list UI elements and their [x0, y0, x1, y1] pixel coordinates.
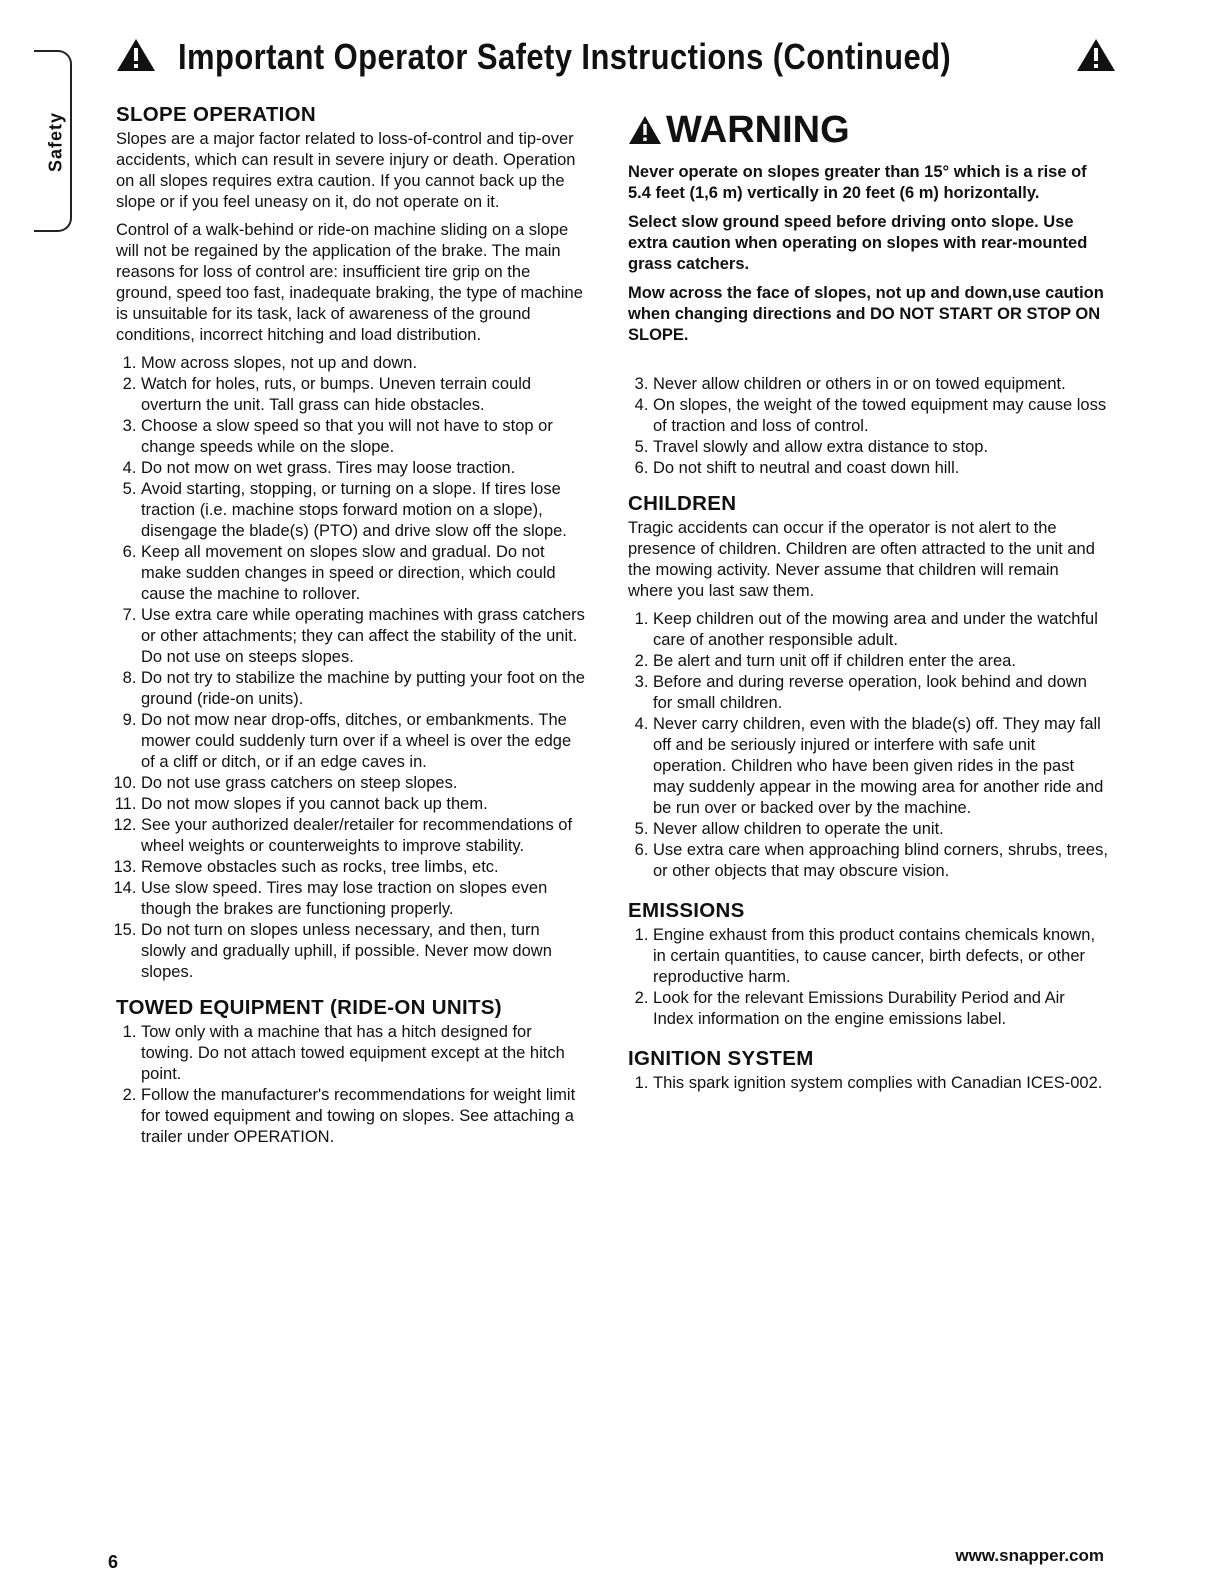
- list-item: 3. Never allow children or others in or on towed equipment.: [653, 374, 1108, 395]
- emissions-list: [628, 925, 1108, 1030]
- list-item: 3. Before and during reverse operation, look behind and down for small children.: [653, 672, 1108, 714]
- towed-equipment-heading: TOWED EQUIPMENT (RIDE-ON UNITS): [116, 996, 502, 1019]
- slope-paragraph-1: Slopes are a major factor related to loss-of-control and tip-over accidents, which can result in severe injury or death. Operation on all slopes requires extra caution. If you cannot back up the slope or if you feel uneasy on it, do not operate on it.: [116, 130, 576, 211]
- list-item: 1. Mow across slopes, not up and down.: [141, 353, 586, 374]
- list-item: 6. Do not shift to neutral and coast down hill.: [653, 458, 1108, 479]
- list-item: 4. Do not mow on wet grass. Tires may loose traction.: [141, 458, 586, 479]
- list-item: 11. Do not mow slopes if you cannot back up them.: [141, 794, 586, 815]
- section-tab-label: Safety: [45, 111, 66, 173]
- right-column: [628, 110, 1108, 1104]
- ignition-list: [628, 1073, 1108, 1094]
- list-item: 15. Do not turn on slopes unless necessary, and then, turn slowly and gradually uphill, if possible. Never mow down slopes.: [141, 920, 586, 983]
- warning-title: [628, 110, 1108, 150]
- warning-triangle-icon: [116, 38, 156, 72]
- website-link[interactable]: www.snapper.com: [955, 1546, 1104, 1565]
- warning-title-text: WARNING: [666, 109, 850, 151]
- warning-triangle-icon: [628, 115, 662, 145]
- list-item: 1. This spark ignition system complies with Canadian ICES-002.: [653, 1073, 1108, 1094]
- children-paragraph: Tragic accidents can occur if the operator is not alert to the presence of children. Children are often attracted to the unit and the mowing activity. Never assume that children will remain where you last saw them.: [628, 519, 1095, 600]
- list-item: 9. Do not mow near drop-offs, ditches, or embankments. The mower could suddenly turn over if a wheel is over the edge of a cliff or ditch, or if an edge caves in.: [141, 710, 586, 773]
- ignition-system-heading: IGNITION SYSTEM: [628, 1047, 814, 1070]
- list-item: 14. Use slow speed. Tires may lose traction on slopes even though the brakes are functioning properly.: [141, 878, 586, 920]
- warning-triangle-icon: [1076, 38, 1116, 72]
- list-item: 4. Never carry children, even with the blade(s) off. They may fall off and be seriously injured or interfere with safe unit operation. Children who have been given rides in the past may suddenly appear in the mowing area for another ride and be run over or backed over by the machine.: [653, 714, 1108, 819]
- list-item: 4. On slopes, the weight of the towed equipment may cause loss of traction and loss of control.: [653, 395, 1108, 437]
- page-header: [116, 30, 1116, 90]
- towed-list-continued: [628, 374, 1108, 479]
- list-item: 5. Travel slowly and allow extra distance to stop.: [653, 437, 1108, 458]
- warning-paragraph-3: Mow across the face of slopes, not up and down,use caution when changing directions and DO NOT START OR STOP ON SLOPE.: [628, 284, 1104, 344]
- list-item: 2. Be alert and turn unit off if children enter the area.: [653, 651, 1108, 672]
- children-list: [628, 609, 1108, 882]
- list-item: 8. Do not try to stabilize the machine by putting your foot on the ground (ride-on units).: [141, 668, 586, 710]
- list-item: 2. Follow the manufacturer's recommendations for weight limit for towed equipment and towing on slopes. See attaching a trailer under OPERATION.: [141, 1085, 586, 1148]
- list-item: 10. Do not use grass catchers on steep slopes.: [141, 773, 586, 794]
- towed-list: [116, 1022, 586, 1148]
- list-item: 7. Use extra care while operating machines with grass catchers or other attachments; they can affect the stability of the unit. Do not use on steeps slopes.: [141, 605, 586, 668]
- page-number: 6: [108, 1552, 119, 1572]
- emissions-heading: EMISSIONS: [628, 899, 745, 922]
- slope-list: [116, 353, 586, 983]
- warning-paragraph-1: Never operate on slopes greater than 15° which is a rise of 5.4 feet (1,6 m) vertically in 20 feet (6 m) horizontally.: [628, 163, 1087, 202]
- list-item: 6. Keep all movement on slopes slow and gradual. Do not make sudden changes in speed or direction, which could cause the machine to rollover.: [141, 542, 586, 605]
- children-heading: CHILDREN: [628, 492, 737, 515]
- slope-operation-heading: SLOPE OPERATION: [116, 103, 317, 126]
- list-item: 12. See your authorized dealer/retailer for recommendations of wheel weights or counterweights to improve stability.: [141, 815, 586, 857]
- list-item: 6. Use extra care when approaching blind corners, shrubs, trees, or other objects that may obscure vision.: [653, 840, 1108, 882]
- list-item: 1. Tow only with a machine that has a hitch designed for towing. Do not attach towed equipment except at the hitch point.: [141, 1022, 586, 1085]
- list-item: 2. Look for the relevant Emissions Durability Period and Air Index information on the engine emissions label.: [653, 988, 1108, 1030]
- slope-paragraph-2: Control of a walk-behind or ride-on machine sliding on a slope will not be regained by the application of the brake. The main reasons for loss of control are: insufficient tire grip on the ground, speed too fast, inadequate braking, the type of machine is unsuitable for its task, lack of awareness of the ground conditions, incorrect hitching and load distribution.: [116, 221, 583, 344]
- list-item: 1. Keep children out of the mowing area and under the watchful care of another responsible adult.: [653, 609, 1108, 651]
- list-item: 13. Remove obstacles such as rocks, tree limbs, etc.: [141, 857, 586, 878]
- list-item: 1. Engine exhaust from this product contains chemicals known, in certain quantities, to cause cancer, birth defects, or other reproductive harm.: [653, 925, 1108, 988]
- warning-paragraph-2: Select slow ground speed before driving onto slope. Use extra caution when operating on slopes with rear-mounted grass catchers.: [628, 213, 1088, 273]
- list-item: 5. Never allow children to operate the unit.: [653, 819, 1108, 840]
- page-title: Important Operator Safety Instructions (Continued): [178, 36, 952, 77]
- list-item: 5. Avoid starting, stopping, or turning on a slope. If tires lose traction (i.e. machine stops forward motion on a slope), disengage the blade(s) (PTO) and drive slow off the slope.: [141, 479, 586, 542]
- left-column: [116, 104, 586, 1158]
- list-item: 2. Watch for holes, ruts, or bumps. Uneven terrain could overturn the unit. Tall grass can hide obstacles.: [141, 374, 586, 416]
- list-item: 3. Choose a slow speed so that you will not have to stop or change speeds while on the slope.: [141, 416, 586, 458]
